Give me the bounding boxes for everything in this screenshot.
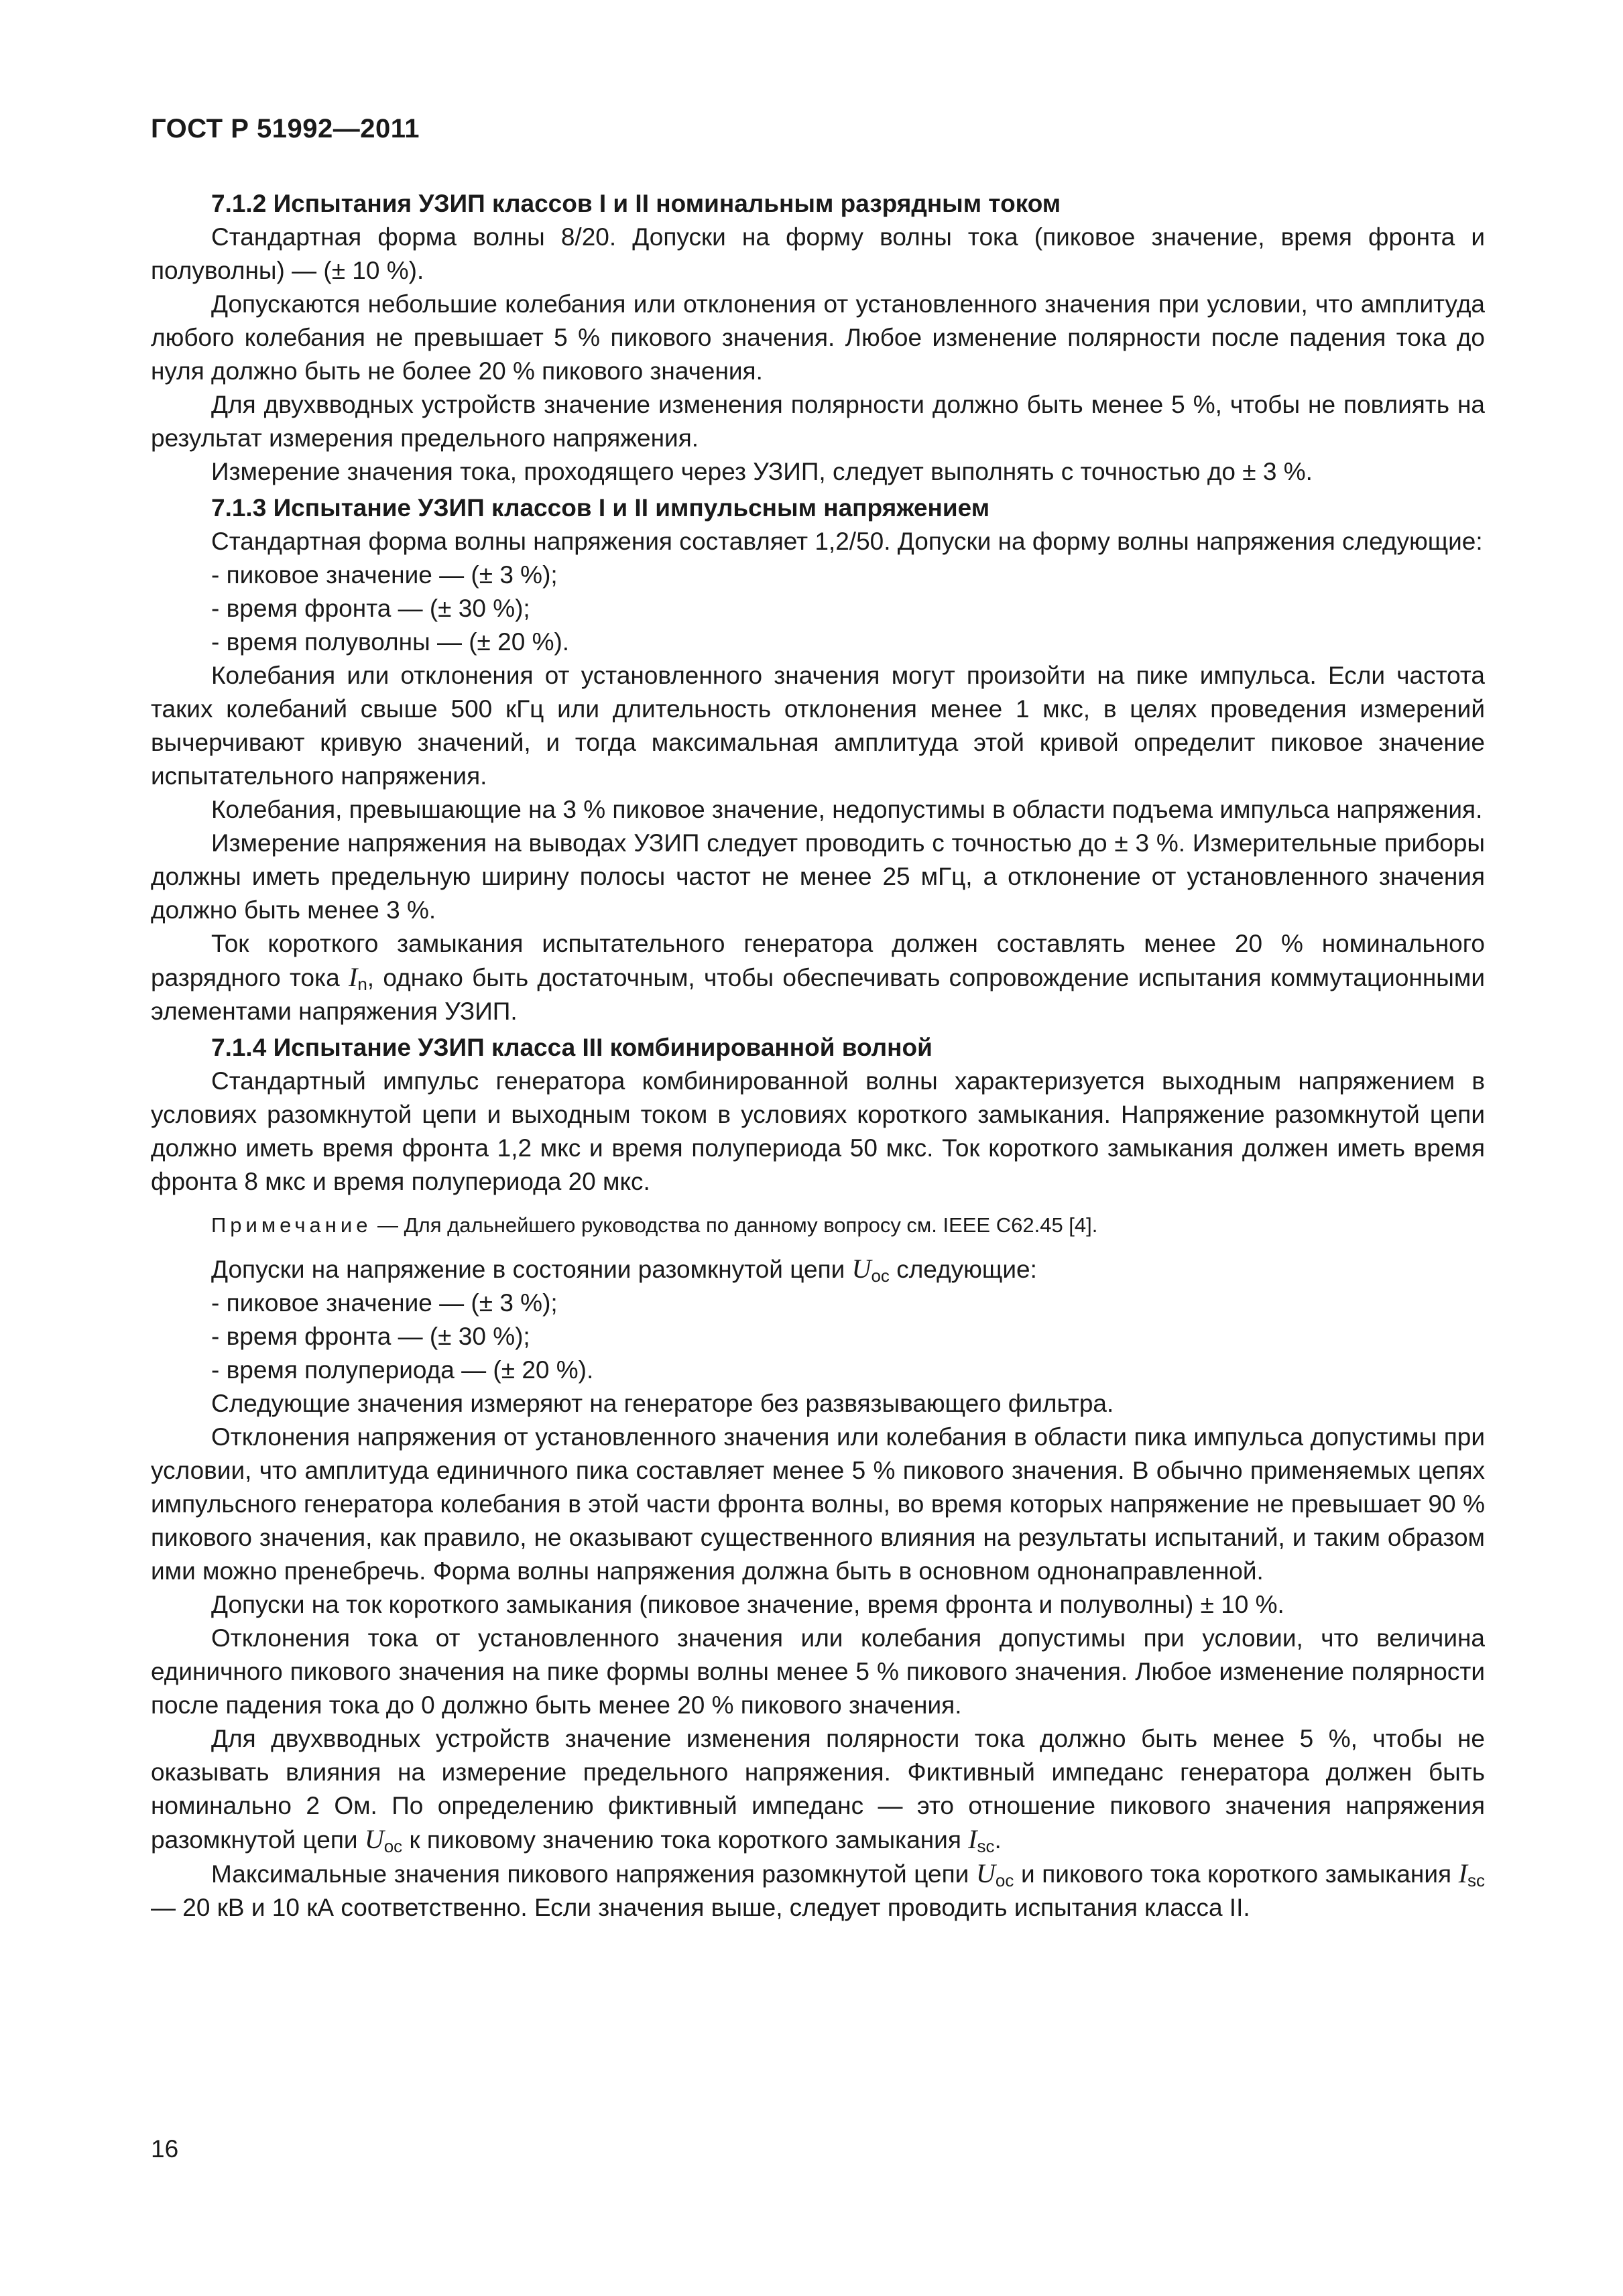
subscript: oc: [995, 1870, 1014, 1890]
subscript: sc: [1467, 1870, 1485, 1890]
note: [151, 1211, 1485, 1240]
list-item: - пиковое значение — (± 3 %);: [211, 561, 558, 589]
paragraph: Для двухвводных устройств значение изменения полярности должно быть менее 5 %, чтобы не повлиять на результат измерения предельного напряжения.: [151, 391, 1485, 452]
paragraph: Измерение значения тока, проходящего через УЗИП, следует выполнять с точностью до ± 3 %.: [211, 458, 1313, 485]
symbol-u: U: [851, 1254, 871, 1284]
paragraph: Стандартная форма волны напряжения составляет 1,2/50. Допуски на форму волны напряжения следующие:: [211, 528, 1483, 555]
text-run: следующие:: [889, 1256, 1037, 1283]
text-run: Ток короткого замыкания испытательного генератора должен составлять менее 20 % номинального разрядного тока: [151, 930, 1485, 991]
text-run: Максимальные значения пикового напряжения разомкнутой цепи: [211, 1860, 976, 1888]
paragraph: Стандартная форма волны 8/20. Допуски на форму волны тока (пиковое значение, время фронта и полуволны) — (± 10 %).: [151, 223, 1485, 284]
document-code: ГОСТ Р 51992—2011: [151, 114, 420, 143]
subscript: oc: [383, 1836, 403, 1856]
symbol-i: I: [968, 1824, 977, 1854]
text-run: — 20 кВ и 10 кА соответственно. Если значения выше, следует проводить испытания класса II.: [151, 1894, 1250, 1921]
list-item: - время фронта — (± 30 %);: [211, 595, 530, 622]
paragraph: [151, 927, 1485, 1028]
list-item: - время полуволны — (± 20 %).: [211, 628, 570, 656]
text-run: Для двухвводных устройств значение изменения полярности тока должно быть менее 5 %, чтобы не оказывать влияния на измерение предельного напряжения. Фиктивный импеданс генератора должен быть номинально 2 Ом. По определению фиктивный импеданс — это отношение пикового значения напряжения разомкнутой цепи: [151, 1725, 1485, 1854]
paragraph: Колебания, превышающие на 3 % пиковое значение, недопустимы в области подъема импульса напряжения.: [211, 796, 1483, 823]
document-page: [151, 114, 1485, 1925]
paragraph: Допускаются небольшие колебания или отклонения от установленного значения при условии, что амплитуда любого колебания не превышает 5 % пикового значения. Любое изменение полярности после падения тока до нуля должно быть не более 20 % пикового значения.: [151, 290, 1485, 385]
symbol-u: U: [364, 1824, 384, 1854]
symbol-i: I: [348, 962, 358, 992]
section-heading-7-1-4: 7.1.4 Испытание УЗИП класса III комбинированной волной: [211, 1034, 933, 1061]
text-run: и пикового тока короткого замыкания: [1014, 1860, 1459, 1888]
paragraph: [151, 1722, 1485, 1857]
list-item: - время полупериода — (± 20 %).: [211, 1356, 594, 1384]
text-run: к пиковому значению тока короткого замыкания: [402, 1826, 969, 1854]
symbol-u: U: [975, 1858, 996, 1888]
note-text: — Для дальнейшего руководства по данному вопросу см. IEEE C62.45 [4].: [371, 1213, 1098, 1237]
paragraph: Измерение напряжения на выводах УЗИП следует проводить с точностью до ± 3 %. Измерительные приборы должны иметь предельную ширину полосы частот не менее 25 мГц, а отклонение от установленного значения должно быть менее 3 %.: [151, 829, 1485, 924]
section-heading-7-1-2: 7.1.2 Испытания УЗИП классов I и II номинальным разрядным током: [211, 190, 1061, 217]
document-body: [151, 187, 1485, 1925]
paragraph: [151, 1252, 1485, 1286]
paragraph: Следующие значения измеряют на генераторе без развязывающего фильтра.: [211, 1390, 1114, 1417]
text-run: Допуски на напряжение в состоянии разомкнутой цепи: [211, 1256, 852, 1283]
subscript: oc: [871, 1266, 890, 1286]
text-run: .: [994, 1826, 1002, 1854]
symbol-i: I: [1458, 1858, 1467, 1888]
subscript: n: [357, 974, 367, 994]
paragraph: Колебания или отклонения от установленного значения могут произойти на пике импульса. Если частота таких колебаний свыше 500 кГц или длительность отклонения менее 1 мкс, в целях проведения измерений вычерчивают кривую значений, и тогда максимальная амплитуда этой кривой определит пиковое значение испытательного напряжения.: [151, 662, 1485, 790]
section-heading-7-1-3: 7.1.3 Испытание УЗИП классов I и II импульсным напряжением: [211, 494, 990, 522]
paragraph: Отклонения тока от установленного значения или колебания допустимы при условии, что величина единичного пикового значения на пике формы волны менее 5 % пикового значения. Любое изменение полярности после падения тока до 0 должно быть менее 20 % пикового значения.: [151, 1624, 1485, 1719]
paragraph: Отклонения напряжения от установленного значения или колебания в области пика импульса допустимы при условии, что амплитуда единичного пика составляет менее 5 % пикового значения. В обычно применяемых цепях импульсного генератора колебания в этой части фронта волны, во время которых напряжение не превышает 90 % пикового значения, как правило, не оказывают существенного влияния на результаты испытаний, и таким образом ими можно пренебречь. Форма волны напряжения должна быть в основном однонаправленной.: [151, 1423, 1485, 1585]
note-label: Примечание: [211, 1213, 372, 1237]
paragraph: Стандартный импульс генератора комбинированной волны характеризуется выходным напряжением в условиях разомкнутой цепи и выходным током в условиях короткого замыкания. Напряжение разомкнутой цепи должно иметь время фронта 1,2 мкс и время полупериода 50 мкс. Ток короткого замыкания должен иметь время фронта 8 мкс и время полупериода 20 мкс.: [151, 1067, 1485, 1195]
list-item: - время фронта — (± 30 %);: [211, 1323, 530, 1350]
subscript: sc: [977, 1836, 995, 1856]
paragraph: [151, 1857, 1485, 1925]
page-number: 16: [151, 2135, 179, 2163]
list-item: - пиковое значение — (± 3 %);: [211, 1289, 558, 1317]
text-run: , однако быть достаточным, чтобы обеспечивать сопровождение испытания коммутационными элементами напряжения УЗИП.: [151, 964, 1485, 1025]
paragraph: Допуски на ток короткого замыкания (пиковое значение, время фронта и полуволны) ± 10 %.: [211, 1591, 1284, 1618]
